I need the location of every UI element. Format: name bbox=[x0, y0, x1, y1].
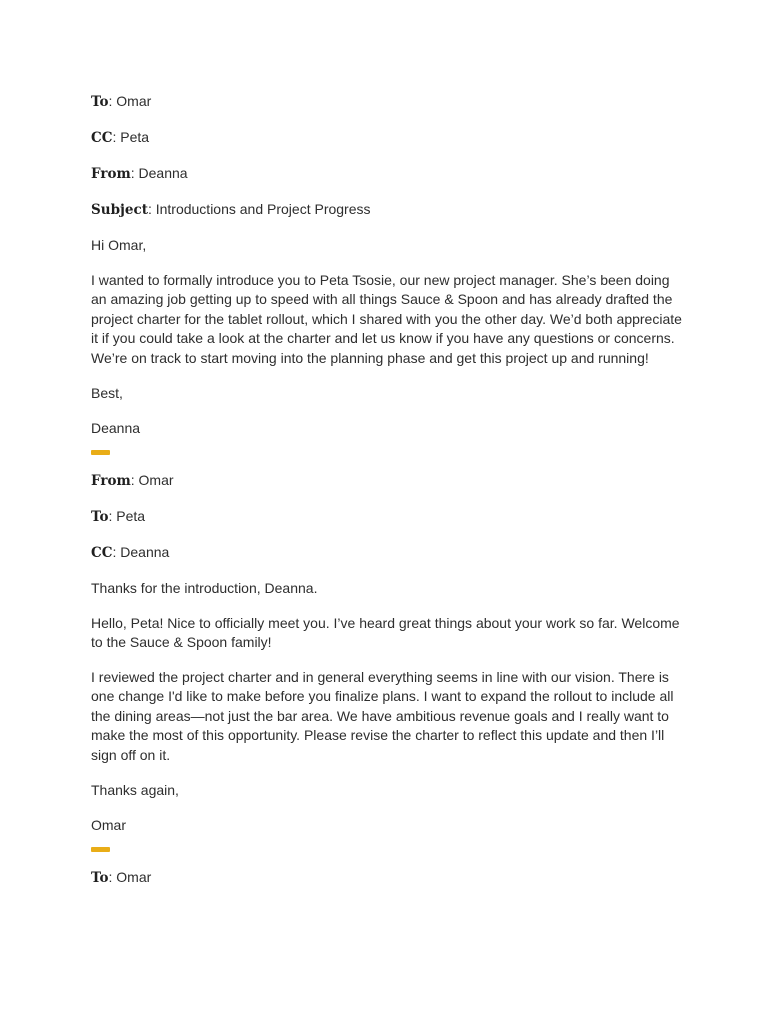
header-label: To bbox=[91, 94, 109, 110]
email-body-paragraph: Hello, Peta! Nice to officially meet you. I’ve heard great things about your work so far. Welcome to the Sauce & Spoon family! bbox=[91, 614, 680, 651]
email-header-from: From: Deanna bbox=[91, 165, 188, 182]
header-label: CC bbox=[91, 130, 113, 146]
email-header-from: From: Omar bbox=[91, 471, 174, 489]
header-label: To bbox=[91, 508, 109, 525]
header-value: Omar bbox=[116, 868, 152, 885]
header-label: CC bbox=[91, 544, 113, 561]
header-value: Peta bbox=[116, 507, 146, 524]
document-page bbox=[91, 92, 683, 904]
header-value: Omar bbox=[138, 471, 174, 488]
email-signature: Omar bbox=[91, 816, 126, 833]
email-closing: Best, bbox=[91, 384, 123, 401]
header-label: From bbox=[91, 166, 131, 182]
email-signature: Deanna bbox=[91, 419, 141, 436]
header-value: Deanna bbox=[120, 543, 170, 560]
email-greeting: Hi Omar, bbox=[91, 237, 147, 253]
email-body-paragraph: Thanks for the introduction, Deanna. bbox=[91, 579, 318, 596]
email-header-subject: Subject: Introductions and Project Progress bbox=[91, 201, 371, 218]
header-value: Peta bbox=[120, 129, 150, 145]
email-separator bbox=[91, 847, 110, 852]
header-value: Omar bbox=[116, 93, 152, 109]
email-header-cc: CC: Deanna bbox=[91, 543, 170, 561]
header-label: To bbox=[91, 869, 109, 886]
email-body-paragraph: I wanted to formally introduce you to Peta Tsosie, our new project manager. She’s been doing an amazing job getting up to speed with all things Sauce & Spoon and has already drafted the project charter for the tablet rollout, which I shared with you the other day. We’d both appreciate it if you could take a look at the charter and let us know if you have any questions or concerns. We’re on track to start moving into the planning phase and get this project up and running! bbox=[91, 272, 682, 366]
header-value: Introductions and Project Progress bbox=[155, 201, 371, 217]
header-value: Deanna bbox=[138, 165, 188, 181]
email-header-cc: CC: Peta bbox=[91, 129, 150, 146]
email-deanna-to-omar bbox=[91, 92, 683, 438]
header-label: From bbox=[91, 472, 131, 489]
email-separator bbox=[91, 450, 110, 455]
email-header-to: To: Peta bbox=[91, 507, 146, 525]
email-body-paragraph: I reviewed the project charter and in general everything seems in line with our vision. There is one change I'd like to make before you finalize plans. I want to expand the rollout to include all the dining areas—not just the bar area. We have ambitious revenue goals and I really want to make the most of this opportunity. Please revise the charter to reflect this update and then I’ll sign off on it. bbox=[91, 669, 674, 763]
email-omar-reply bbox=[91, 471, 683, 835]
email-third bbox=[91, 868, 683, 888]
email-closing: Thanks again, bbox=[91, 781, 179, 798]
header-label: Subject bbox=[91, 202, 148, 218]
email-header-to: To: Omar bbox=[91, 868, 152, 886]
email-header-to: To: Omar bbox=[91, 93, 152, 110]
